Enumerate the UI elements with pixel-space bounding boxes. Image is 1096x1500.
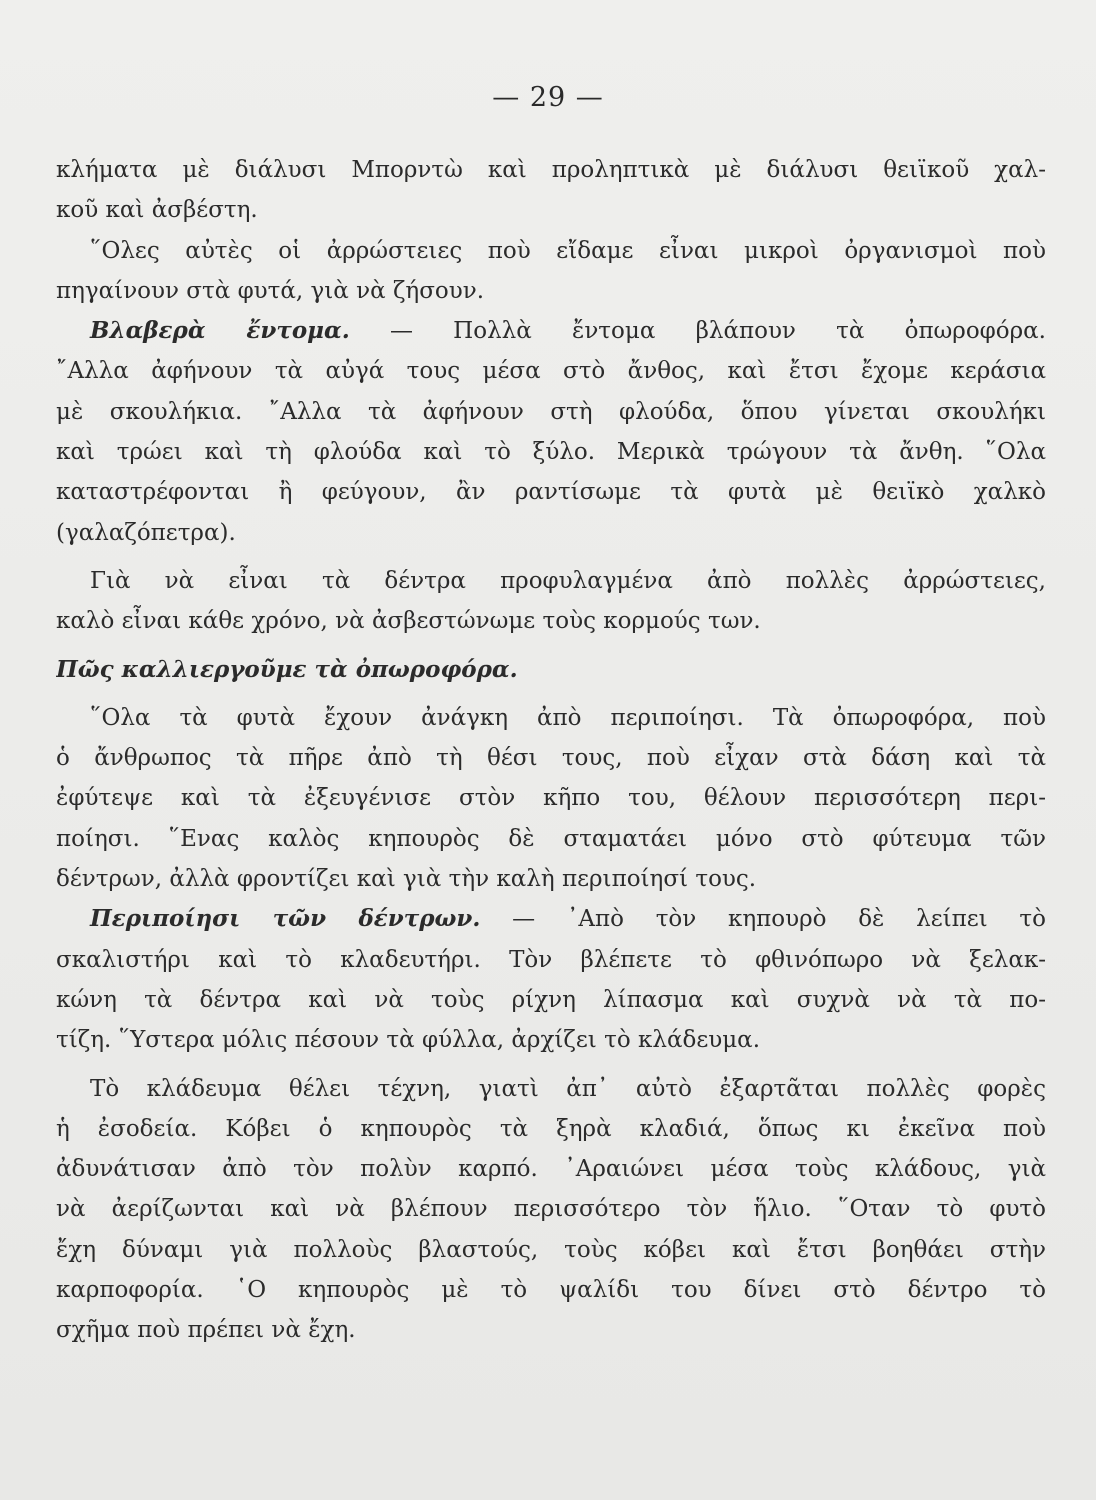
text-line: καταστρέφονται ἢ φεύγουν, ἂν ραντίσωμε τὰ φυτὰ μὲ θειϊκὸ χαλκὸ xyxy=(56,479,1046,506)
section-heading-tree-care: Περιποίησι τῶν δέντρων. xyxy=(90,905,481,933)
text-line: ὁ ἄνθρωπος τὰ πῆρε ἀπὸ τὴ θέσι τους, ποὺ εἶχαν στὰ δάση καὶ τὰ xyxy=(56,745,1046,772)
text-line: ἔχη δύναμι γιὰ πολλοὺς βλαστούς, τοὺς κόβει καὶ ἔτσι βοηθάει στὴν xyxy=(56,1236,1046,1263)
text-line: Βλαβερὰ ἔντομα. — Πολλὰ ἔντομα βλάπουν τὰ ὀπωροφόρα. xyxy=(90,317,1046,345)
text-line: κλήματα μὲ διάλυσι Μπορντὼ καὶ προληπτικὰ μὲ διάλυσι θειϊκοῦ χαλ- xyxy=(56,157,1046,183)
text-line: ῞Ολες αὐτὲς οἱ ἀρρώστειες ποὺ εἴδαμε εἶναι μικροὶ ὀργανισμοὶ ποὺ xyxy=(90,237,1046,264)
text-line: Γιὰ νὰ εἶναι τὰ δέντρα προφυλαγμένα ἀπὸ πολλὲς ἀρρώστειες, xyxy=(90,567,1046,594)
text-line: ἡ ἐσοδεία. Κόβει ὁ κηπουρὸς τὰ ξηρὰ κλαδιά, ὅπως κι ἐκεῖνα ποὺ xyxy=(56,1115,1046,1142)
text-line: Περιποίησι τῶν δέντρων. — ᾿Απὸ τὸν κηπουρὸ δὲ λείπει τὸ xyxy=(90,905,1046,933)
text-line: κώνη τὰ δέντρα καὶ νὰ τοὺς ρίχνη λίπασμα καὶ συχνὰ νὰ τὰ πο- xyxy=(56,986,1046,1013)
text-line: καρποφορία. ῾Ο κηπουρὸς μὲ τὸ ψαλίδι του δίνει στὸ δέντρο τὸ xyxy=(56,1277,1046,1304)
text-line: δέντρων, ἀλλὰ φροντίζει καὶ γιὰ τὴν καλὴ περιποίησί τους. xyxy=(56,866,757,893)
text-line: μὲ σκουλήκια. ῎Αλλα τὰ ἀφήνουν στὴ φλούδα, ὅπου γίνεται σκουλήκι xyxy=(56,398,1046,425)
text-line: Τὸ κλάδευμα θέλει τέχνη, γιατὶ ἀπ᾿ αὐτὸ ἐξαρτᾶται πολλὲς φορὲς xyxy=(90,1075,1046,1102)
text-line: ἐφύτεψε καὶ τὰ ἐξευγένισε στὸν κῆπο του, θέλουν περισσότερη περι- xyxy=(56,785,1046,812)
text-line xyxy=(56,650,1046,690)
text-line: ποίησι. ῞Ενας καλὸς κηπουρὸς δὲ σταματάει μόνο στὸ φύτευμα τῶν xyxy=(56,825,1046,852)
text-line: σκαλιστήρι καὶ τὸ κλαδευτήρι. Τὸν βλέπετε τὸ φθινόπωρο νὰ ξελακ- xyxy=(56,946,1046,973)
text-line: ῞Ολα τὰ φυτὰ ἔχουν ἀνάγκη ἀπὸ περιποίησι. Τὰ ὀπωροφόρα, ποὺ xyxy=(90,704,1046,731)
text-line: (γαλαζόπετρα). xyxy=(56,519,236,546)
text-line: καὶ τρώει καὶ τὴ φλούδα καὶ τὸ ξύλο. Μερικὰ τρώγουν τὰ ἄνθη. ῞Ολα xyxy=(56,439,1046,466)
text-line: πηγαίνουν στὰ φυτά, γιὰ νὰ ζήσουν. xyxy=(56,277,485,304)
text-line: ἀδυνάτισαν ἀπὸ τὸν πολὺν καρπό. ᾿Αραιώνει μέσα τοὺς κλάδους, γιὰ xyxy=(56,1156,1046,1183)
text-line: νὰ ἀερίζωνται καὶ νὰ βλέπουν περισσότερο τὸν ἥλιο. ῞Οταν τὸ φυτὸ xyxy=(56,1196,1046,1223)
text-line: τίζη. ῞Υστερα μόλις πέσουν τὰ φύλλα, ἀρχίζει τὸ κλάδευμα. xyxy=(56,1027,761,1054)
text-line: κοῦ καὶ ἀσβέστη. xyxy=(56,197,258,224)
body-text xyxy=(56,150,1046,1351)
text-line: ῎Αλλα ἀφήνουν τὰ αὐγά τους μέσα στὸ ἄνθος, καὶ ἔτσι ἔχομε κεράσια xyxy=(56,358,1046,385)
section-heading-cultivation: Πῶς καλλιεργοῦμε τὰ ὀπωροφόρα. xyxy=(56,655,518,683)
text-line: σχῆμα ποὺ πρέπει νὰ ἔχη. xyxy=(56,1317,356,1344)
text-line: καλὸ εἶναι κάθε χρόνο, νὰ ἀσβεστώνωμε τοὺς κορμούς των. xyxy=(56,608,761,635)
section-heading-harmful-insects: Βλαβερὰ ἔντομα. xyxy=(90,317,350,345)
page-number: — 29 — xyxy=(492,82,604,113)
